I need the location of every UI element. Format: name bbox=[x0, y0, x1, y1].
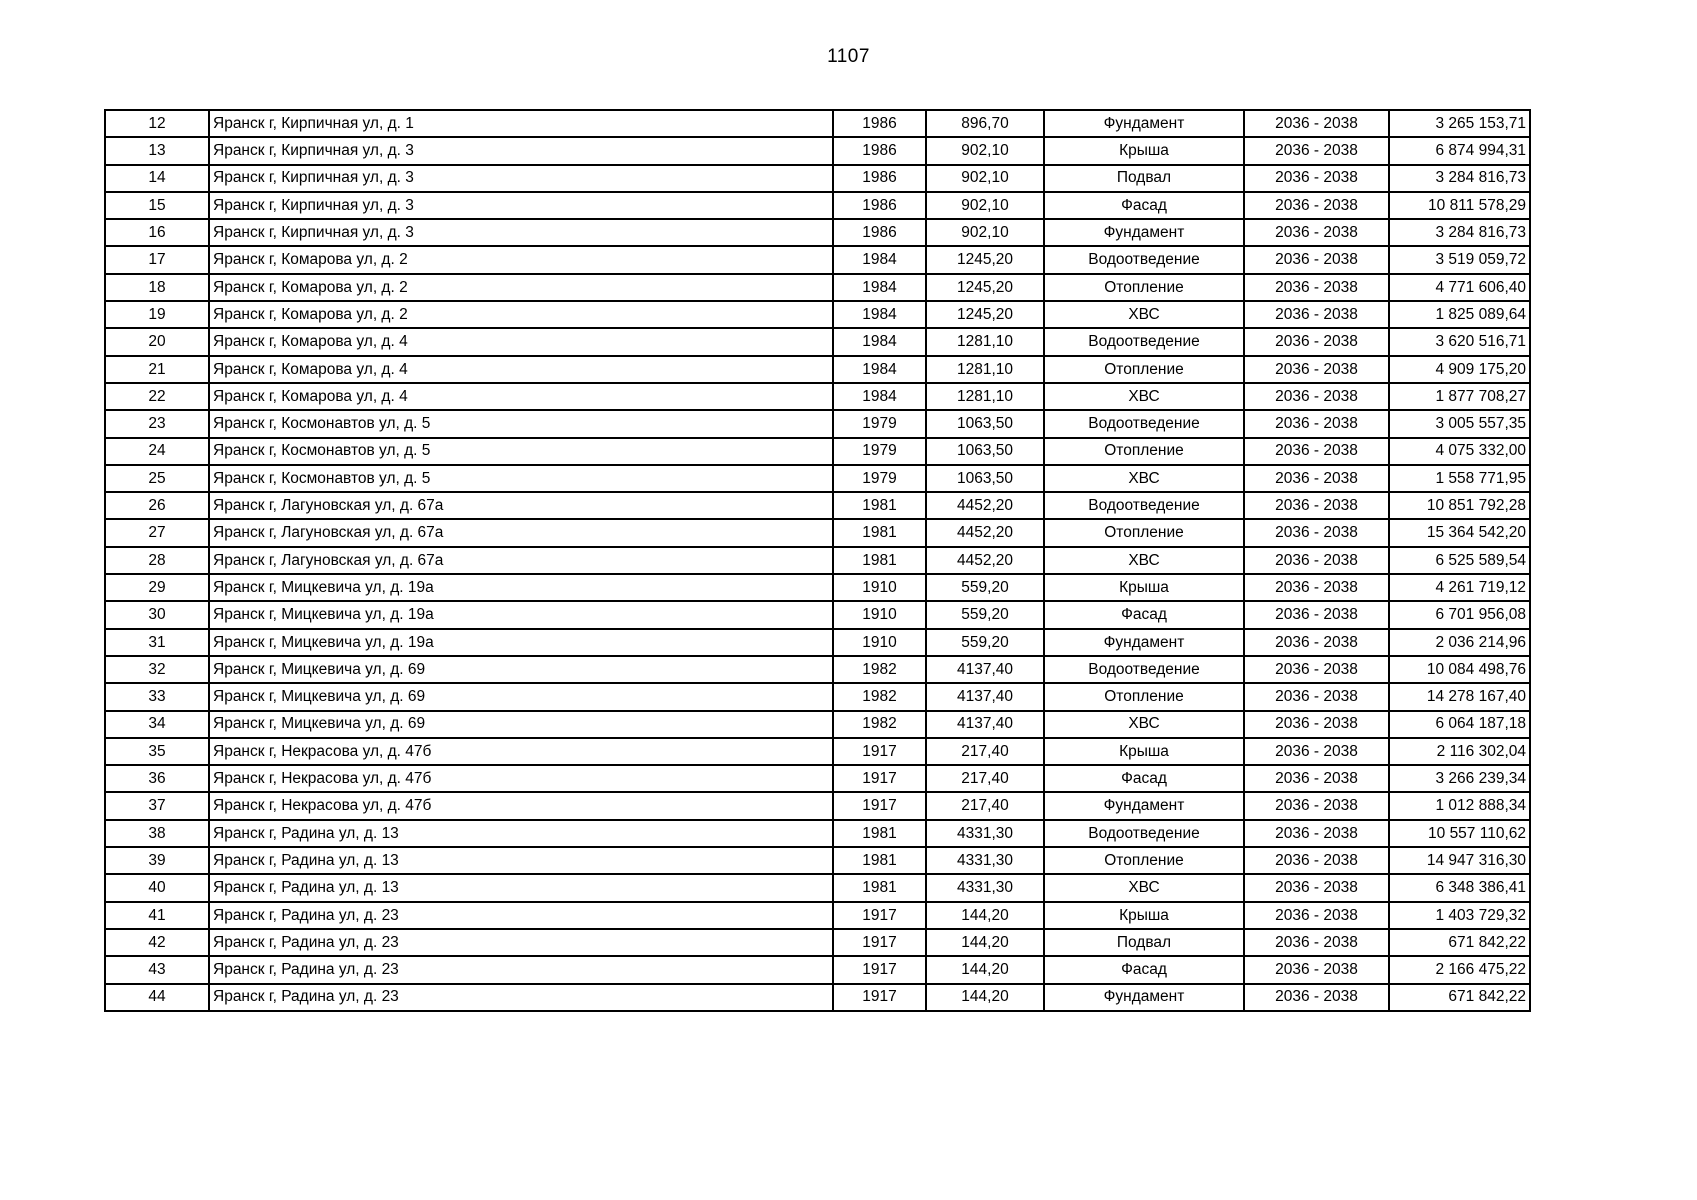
table-row bbox=[105, 847, 1530, 874]
year-built-cell: 1986 bbox=[833, 165, 926, 192]
year-built-cell: 1981 bbox=[833, 847, 926, 874]
period-cell: 2036 - 2038 bbox=[1244, 956, 1389, 983]
table-row bbox=[105, 547, 1530, 574]
cost-cell: 4 909 175,20 bbox=[1389, 356, 1530, 383]
period-cell: 2036 - 2038 bbox=[1244, 192, 1389, 219]
table-row bbox=[105, 711, 1530, 738]
row-number-cell: 16 bbox=[105, 219, 209, 246]
row-number-cell: 12 bbox=[105, 110, 209, 137]
period-cell: 2036 - 2038 bbox=[1244, 874, 1389, 901]
cost-cell: 671 842,22 bbox=[1389, 929, 1530, 956]
work-type-cell: Водоотведение bbox=[1044, 328, 1244, 355]
cost-cell: 3 284 816,73 bbox=[1389, 219, 1530, 246]
area-cell: 4452,20 bbox=[926, 547, 1044, 574]
work-type-cell: Фундамент bbox=[1044, 219, 1244, 246]
repair-schedule-table bbox=[104, 109, 1531, 1012]
row-number-cell: 21 bbox=[105, 356, 209, 383]
work-type-cell: ХВС bbox=[1044, 711, 1244, 738]
period-cell: 2036 - 2038 bbox=[1244, 847, 1389, 874]
period-cell: 2036 - 2038 bbox=[1244, 820, 1389, 847]
work-type-cell: Отопление bbox=[1044, 356, 1244, 383]
table-row bbox=[105, 820, 1530, 847]
row-number-cell: 24 bbox=[105, 438, 209, 465]
address-cell: Яранск г, Космонавтов ул, д. 5 bbox=[209, 465, 833, 492]
table-row bbox=[105, 874, 1530, 901]
address-cell: Яранск г, Космонавтов ул, д. 5 bbox=[209, 410, 833, 437]
row-number-cell: 29 bbox=[105, 574, 209, 601]
table-row bbox=[105, 574, 1530, 601]
cost-cell: 4 771 606,40 bbox=[1389, 274, 1530, 301]
work-type-cell: Фундамент bbox=[1044, 629, 1244, 656]
year-built-cell: 1984 bbox=[833, 328, 926, 355]
work-type-cell: Фундамент bbox=[1044, 792, 1244, 819]
page-number: 1107 bbox=[827, 46, 870, 67]
cost-cell: 1 825 089,64 bbox=[1389, 301, 1530, 328]
cost-cell: 1 558 771,95 bbox=[1389, 465, 1530, 492]
period-cell: 2036 - 2038 bbox=[1244, 274, 1389, 301]
year-built-cell: 1917 bbox=[833, 765, 926, 792]
address-cell: Яранск г, Некрасова ул, д. 47б bbox=[209, 765, 833, 792]
period-cell: 2036 - 2038 bbox=[1244, 547, 1389, 574]
address-cell: Яранск г, Радина ул, д. 13 bbox=[209, 847, 833, 874]
period-cell: 2036 - 2038 bbox=[1244, 438, 1389, 465]
address-cell: Яранск г, Лагуновская ул, д. 67а bbox=[209, 492, 833, 519]
address-cell: Яранск г, Радина ул, д. 23 bbox=[209, 956, 833, 983]
year-built-cell: 1981 bbox=[833, 820, 926, 847]
address-cell: Яранск г, Мицкевича ул, д. 69 bbox=[209, 711, 833, 738]
area-cell: 144,20 bbox=[926, 902, 1044, 929]
period-cell: 2036 - 2038 bbox=[1244, 492, 1389, 519]
work-type-cell: Фундамент bbox=[1044, 984, 1244, 1011]
year-built-cell: 1917 bbox=[833, 984, 926, 1011]
work-type-cell: Отопление bbox=[1044, 519, 1244, 546]
area-cell: 1245,20 bbox=[926, 246, 1044, 273]
work-type-cell: Отопление bbox=[1044, 274, 1244, 301]
work-type-cell: ХВС bbox=[1044, 547, 1244, 574]
address-cell: Яранск г, Радина ул, д. 23 bbox=[209, 984, 833, 1011]
row-number-cell: 15 bbox=[105, 192, 209, 219]
work-type-cell: ХВС bbox=[1044, 465, 1244, 492]
work-type-cell: Водоотведение bbox=[1044, 246, 1244, 273]
period-cell: 2036 - 2038 bbox=[1244, 711, 1389, 738]
row-number-cell: 34 bbox=[105, 711, 209, 738]
year-built-cell: 1986 bbox=[833, 192, 926, 219]
year-built-cell: 1910 bbox=[833, 574, 926, 601]
row-number-cell: 23 bbox=[105, 410, 209, 437]
row-number-cell: 44 bbox=[105, 984, 209, 1011]
period-cell: 2036 - 2038 bbox=[1244, 328, 1389, 355]
work-type-cell: Крыша bbox=[1044, 738, 1244, 765]
cost-cell: 3 266 239,34 bbox=[1389, 765, 1530, 792]
table-row bbox=[105, 301, 1530, 328]
period-cell: 2036 - 2038 bbox=[1244, 219, 1389, 246]
year-built-cell: 1984 bbox=[833, 274, 926, 301]
year-built-cell: 1986 bbox=[833, 110, 926, 137]
row-number-cell: 31 bbox=[105, 629, 209, 656]
area-cell: 1063,50 bbox=[926, 438, 1044, 465]
table-row bbox=[105, 519, 1530, 546]
cost-cell: 14 278 167,40 bbox=[1389, 683, 1530, 710]
address-cell: Яранск г, Кирпичная ул, д. 3 bbox=[209, 165, 833, 192]
table-row bbox=[105, 765, 1530, 792]
area-cell: 4331,30 bbox=[926, 847, 1044, 874]
cost-cell: 3 005 557,35 bbox=[1389, 410, 1530, 437]
year-built-cell: 1986 bbox=[833, 137, 926, 164]
work-type-cell: ХВС bbox=[1044, 301, 1244, 328]
work-type-cell: Водоотведение bbox=[1044, 656, 1244, 683]
row-number-cell: 43 bbox=[105, 956, 209, 983]
area-cell: 1281,10 bbox=[926, 356, 1044, 383]
work-type-cell: Фасад bbox=[1044, 956, 1244, 983]
area-cell: 4137,40 bbox=[926, 683, 1044, 710]
year-built-cell: 1984 bbox=[833, 356, 926, 383]
table-row bbox=[105, 492, 1530, 519]
year-built-cell: 1986 bbox=[833, 219, 926, 246]
address-cell: Яранск г, Лагуновская ул, д. 67а bbox=[209, 519, 833, 546]
period-cell: 2036 - 2038 bbox=[1244, 383, 1389, 410]
table-row bbox=[105, 410, 1530, 437]
year-built-cell: 1981 bbox=[833, 547, 926, 574]
cost-cell: 3 519 059,72 bbox=[1389, 246, 1530, 273]
address-cell: Яранск г, Мицкевича ул, д. 19а bbox=[209, 601, 833, 628]
period-cell: 2036 - 2038 bbox=[1244, 519, 1389, 546]
address-cell: Яранск г, Кирпичная ул, д. 3 bbox=[209, 137, 833, 164]
row-number-cell: 13 bbox=[105, 137, 209, 164]
work-type-cell: Крыша bbox=[1044, 137, 1244, 164]
area-cell: 1281,10 bbox=[926, 328, 1044, 355]
area-cell: 902,10 bbox=[926, 219, 1044, 246]
period-cell: 2036 - 2038 bbox=[1244, 984, 1389, 1011]
table-row bbox=[105, 165, 1530, 192]
address-cell: Яранск г, Комарова ул, д. 2 bbox=[209, 301, 833, 328]
table-row bbox=[105, 629, 1530, 656]
address-cell: Яранск г, Некрасова ул, д. 47б bbox=[209, 792, 833, 819]
period-cell: 2036 - 2038 bbox=[1244, 683, 1389, 710]
row-number-cell: 27 bbox=[105, 519, 209, 546]
area-cell: 1281,10 bbox=[926, 383, 1044, 410]
row-number-cell: 26 bbox=[105, 492, 209, 519]
year-built-cell: 1982 bbox=[833, 656, 926, 683]
work-type-cell: Отопление bbox=[1044, 683, 1244, 710]
address-cell: Яранск г, Мицкевича ул, д. 19а bbox=[209, 629, 833, 656]
address-cell: Яранск г, Радина ул, д. 13 bbox=[209, 874, 833, 901]
area-cell: 4331,30 bbox=[926, 820, 1044, 847]
area-cell: 559,20 bbox=[926, 574, 1044, 601]
address-cell: Яранск г, Комарова ул, д. 2 bbox=[209, 246, 833, 273]
area-cell: 559,20 bbox=[926, 629, 1044, 656]
work-type-cell: Крыша bbox=[1044, 574, 1244, 601]
area-cell: 144,20 bbox=[926, 956, 1044, 983]
table-row bbox=[105, 274, 1530, 301]
address-cell: Яранск г, Кирпичная ул, д. 1 bbox=[209, 110, 833, 137]
table-row bbox=[105, 902, 1530, 929]
year-built-cell: 1917 bbox=[833, 956, 926, 983]
area-cell: 4452,20 bbox=[926, 492, 1044, 519]
area-cell: 1063,50 bbox=[926, 410, 1044, 437]
period-cell: 2036 - 2038 bbox=[1244, 301, 1389, 328]
cost-cell: 3 284 816,73 bbox=[1389, 165, 1530, 192]
table-row bbox=[105, 110, 1530, 137]
area-cell: 4331,30 bbox=[926, 874, 1044, 901]
address-cell: Яранск г, Кирпичная ул, д. 3 bbox=[209, 219, 833, 246]
work-type-cell: ХВС bbox=[1044, 383, 1244, 410]
table-row bbox=[105, 792, 1530, 819]
work-type-cell: Водоотведение bbox=[1044, 410, 1244, 437]
cost-cell: 10 084 498,76 bbox=[1389, 656, 1530, 683]
row-number-cell: 35 bbox=[105, 738, 209, 765]
row-number-cell: 39 bbox=[105, 847, 209, 874]
area-cell: 902,10 bbox=[926, 165, 1044, 192]
year-built-cell: 1917 bbox=[833, 792, 926, 819]
row-number-cell: 19 bbox=[105, 301, 209, 328]
row-number-cell: 32 bbox=[105, 656, 209, 683]
area-cell: 144,20 bbox=[926, 929, 1044, 956]
year-built-cell: 1910 bbox=[833, 629, 926, 656]
year-built-cell: 1982 bbox=[833, 711, 926, 738]
cost-cell: 1 877 708,27 bbox=[1389, 383, 1530, 410]
row-number-cell: 22 bbox=[105, 383, 209, 410]
work-type-cell: Подвал bbox=[1044, 165, 1244, 192]
address-cell: Яранск г, Комарова ул, д. 4 bbox=[209, 356, 833, 383]
work-type-cell: Водоотведение bbox=[1044, 492, 1244, 519]
period-cell: 2036 - 2038 bbox=[1244, 738, 1389, 765]
cost-cell: 15 364 542,20 bbox=[1389, 519, 1530, 546]
cost-cell: 2 116 302,04 bbox=[1389, 738, 1530, 765]
period-cell: 2036 - 2038 bbox=[1244, 465, 1389, 492]
row-number-cell: 20 bbox=[105, 328, 209, 355]
table-row bbox=[105, 246, 1530, 273]
area-cell: 217,40 bbox=[926, 765, 1044, 792]
area-cell: 902,10 bbox=[926, 192, 1044, 219]
row-number-cell: 41 bbox=[105, 902, 209, 929]
table-row bbox=[105, 656, 1530, 683]
table-body bbox=[105, 110, 1530, 1011]
period-cell: 2036 - 2038 bbox=[1244, 246, 1389, 273]
address-cell: Яранск г, Некрасова ул, д. 47б bbox=[209, 738, 833, 765]
table-row bbox=[105, 219, 1530, 246]
address-cell: Яранск г, Комарова ул, д. 4 bbox=[209, 383, 833, 410]
cost-cell: 671 842,22 bbox=[1389, 984, 1530, 1011]
cost-cell: 6 064 187,18 bbox=[1389, 711, 1530, 738]
period-cell: 2036 - 2038 bbox=[1244, 792, 1389, 819]
row-number-cell: 40 bbox=[105, 874, 209, 901]
address-cell: Яранск г, Комарова ул, д. 4 bbox=[209, 328, 833, 355]
table-row bbox=[105, 956, 1530, 983]
row-number-cell: 25 bbox=[105, 465, 209, 492]
area-cell: 4137,40 bbox=[926, 711, 1044, 738]
period-cell: 2036 - 2038 bbox=[1244, 656, 1389, 683]
address-cell: Яранск г, Мицкевича ул, д. 69 bbox=[209, 683, 833, 710]
year-built-cell: 1984 bbox=[833, 301, 926, 328]
year-built-cell: 1984 bbox=[833, 383, 926, 410]
cost-cell: 6 348 386,41 bbox=[1389, 874, 1530, 901]
work-type-cell: Подвал bbox=[1044, 929, 1244, 956]
year-built-cell: 1982 bbox=[833, 683, 926, 710]
period-cell: 2036 - 2038 bbox=[1244, 765, 1389, 792]
period-cell: 2036 - 2038 bbox=[1244, 929, 1389, 956]
year-built-cell: 1979 bbox=[833, 438, 926, 465]
table-row bbox=[105, 683, 1530, 710]
address-cell: Яранск г, Космонавтов ул, д. 5 bbox=[209, 438, 833, 465]
period-cell: 2036 - 2038 bbox=[1244, 410, 1389, 437]
period-cell: 2036 - 2038 bbox=[1244, 356, 1389, 383]
area-cell: 559,20 bbox=[926, 601, 1044, 628]
cost-cell: 10 851 792,28 bbox=[1389, 492, 1530, 519]
work-type-cell: Крыша bbox=[1044, 902, 1244, 929]
year-built-cell: 1979 bbox=[833, 465, 926, 492]
table-row bbox=[105, 465, 1530, 492]
period-cell: 2036 - 2038 bbox=[1244, 629, 1389, 656]
cost-cell: 2 166 475,22 bbox=[1389, 956, 1530, 983]
row-number-cell: 30 bbox=[105, 601, 209, 628]
cost-cell: 2 036 214,96 bbox=[1389, 629, 1530, 656]
cost-cell: 6 874 994,31 bbox=[1389, 137, 1530, 164]
address-cell: Яранск г, Кирпичная ул, д. 3 bbox=[209, 192, 833, 219]
period-cell: 2036 - 2038 bbox=[1244, 137, 1389, 164]
area-cell: 1245,20 bbox=[926, 301, 1044, 328]
table-row bbox=[105, 929, 1530, 956]
row-number-cell: 33 bbox=[105, 683, 209, 710]
address-cell: Яранск г, Мицкевича ул, д. 19а bbox=[209, 574, 833, 601]
area-cell: 144,20 bbox=[926, 984, 1044, 1011]
year-built-cell: 1917 bbox=[833, 738, 926, 765]
cost-cell: 3 265 153,71 bbox=[1389, 110, 1530, 137]
address-cell: Яранск г, Радина ул, д. 23 bbox=[209, 929, 833, 956]
cost-cell: 6 525 589,54 bbox=[1389, 547, 1530, 574]
year-built-cell: 1981 bbox=[833, 519, 926, 546]
work-type-cell: ХВС bbox=[1044, 874, 1244, 901]
cost-cell: 4 261 719,12 bbox=[1389, 574, 1530, 601]
area-cell: 1245,20 bbox=[926, 274, 1044, 301]
period-cell: 2036 - 2038 bbox=[1244, 601, 1389, 628]
work-type-cell: Фасад bbox=[1044, 765, 1244, 792]
address-cell: Яранск г, Радина ул, д. 13 bbox=[209, 820, 833, 847]
table-row bbox=[105, 438, 1530, 465]
cost-cell: 3 620 516,71 bbox=[1389, 328, 1530, 355]
table-row bbox=[105, 137, 1530, 164]
area-cell: 4452,20 bbox=[926, 519, 1044, 546]
row-number-cell: 28 bbox=[105, 547, 209, 574]
row-number-cell: 36 bbox=[105, 765, 209, 792]
period-cell: 2036 - 2038 bbox=[1244, 902, 1389, 929]
period-cell: 2036 - 2038 bbox=[1244, 110, 1389, 137]
area-cell: 1063,50 bbox=[926, 465, 1044, 492]
work-type-cell: Фасад bbox=[1044, 192, 1244, 219]
year-built-cell: 1910 bbox=[833, 601, 926, 628]
row-number-cell: 42 bbox=[105, 929, 209, 956]
cost-cell: 14 947 316,30 bbox=[1389, 847, 1530, 874]
cost-cell: 4 075 332,00 bbox=[1389, 438, 1530, 465]
year-built-cell: 1981 bbox=[833, 874, 926, 901]
year-built-cell: 1984 bbox=[833, 246, 926, 273]
table-row bbox=[105, 328, 1530, 355]
period-cell: 2036 - 2038 bbox=[1244, 574, 1389, 601]
area-cell: 896,70 bbox=[926, 110, 1044, 137]
area-cell: 217,40 bbox=[926, 738, 1044, 765]
work-type-cell: Отопление bbox=[1044, 847, 1244, 874]
work-type-cell: Фасад bbox=[1044, 601, 1244, 628]
year-built-cell: 1917 bbox=[833, 929, 926, 956]
work-type-cell: Отопление bbox=[1044, 438, 1244, 465]
cost-cell: 1 403 729,32 bbox=[1389, 902, 1530, 929]
cost-cell: 1 012 888,34 bbox=[1389, 792, 1530, 819]
row-number-cell: 14 bbox=[105, 165, 209, 192]
row-number-cell: 17 bbox=[105, 246, 209, 273]
cost-cell: 6 701 956,08 bbox=[1389, 601, 1530, 628]
area-cell: 902,10 bbox=[926, 137, 1044, 164]
table-row bbox=[105, 383, 1530, 410]
row-number-cell: 18 bbox=[105, 274, 209, 301]
work-type-cell: Фундамент bbox=[1044, 110, 1244, 137]
address-cell: Яранск г, Радина ул, д. 23 bbox=[209, 902, 833, 929]
year-built-cell: 1981 bbox=[833, 492, 926, 519]
year-built-cell: 1917 bbox=[833, 902, 926, 929]
cost-cell: 10 557 110,62 bbox=[1389, 820, 1530, 847]
work-type-cell: Водоотведение bbox=[1044, 820, 1244, 847]
address-cell: Яранск г, Мицкевича ул, д. 69 bbox=[209, 656, 833, 683]
table-row bbox=[105, 738, 1530, 765]
table-row bbox=[105, 984, 1530, 1011]
cost-cell: 10 811 578,29 bbox=[1389, 192, 1530, 219]
area-cell: 4137,40 bbox=[926, 656, 1044, 683]
table-row bbox=[105, 356, 1530, 383]
year-built-cell: 1979 bbox=[833, 410, 926, 437]
row-number-cell: 37 bbox=[105, 792, 209, 819]
table-row bbox=[105, 192, 1530, 219]
table-row bbox=[105, 601, 1530, 628]
address-cell: Яранск г, Комарова ул, д. 2 bbox=[209, 274, 833, 301]
area-cell: 217,40 bbox=[926, 792, 1044, 819]
address-cell: Яранск г, Лагуновская ул, д. 67а bbox=[209, 547, 833, 574]
period-cell: 2036 - 2038 bbox=[1244, 165, 1389, 192]
row-number-cell: 38 bbox=[105, 820, 209, 847]
